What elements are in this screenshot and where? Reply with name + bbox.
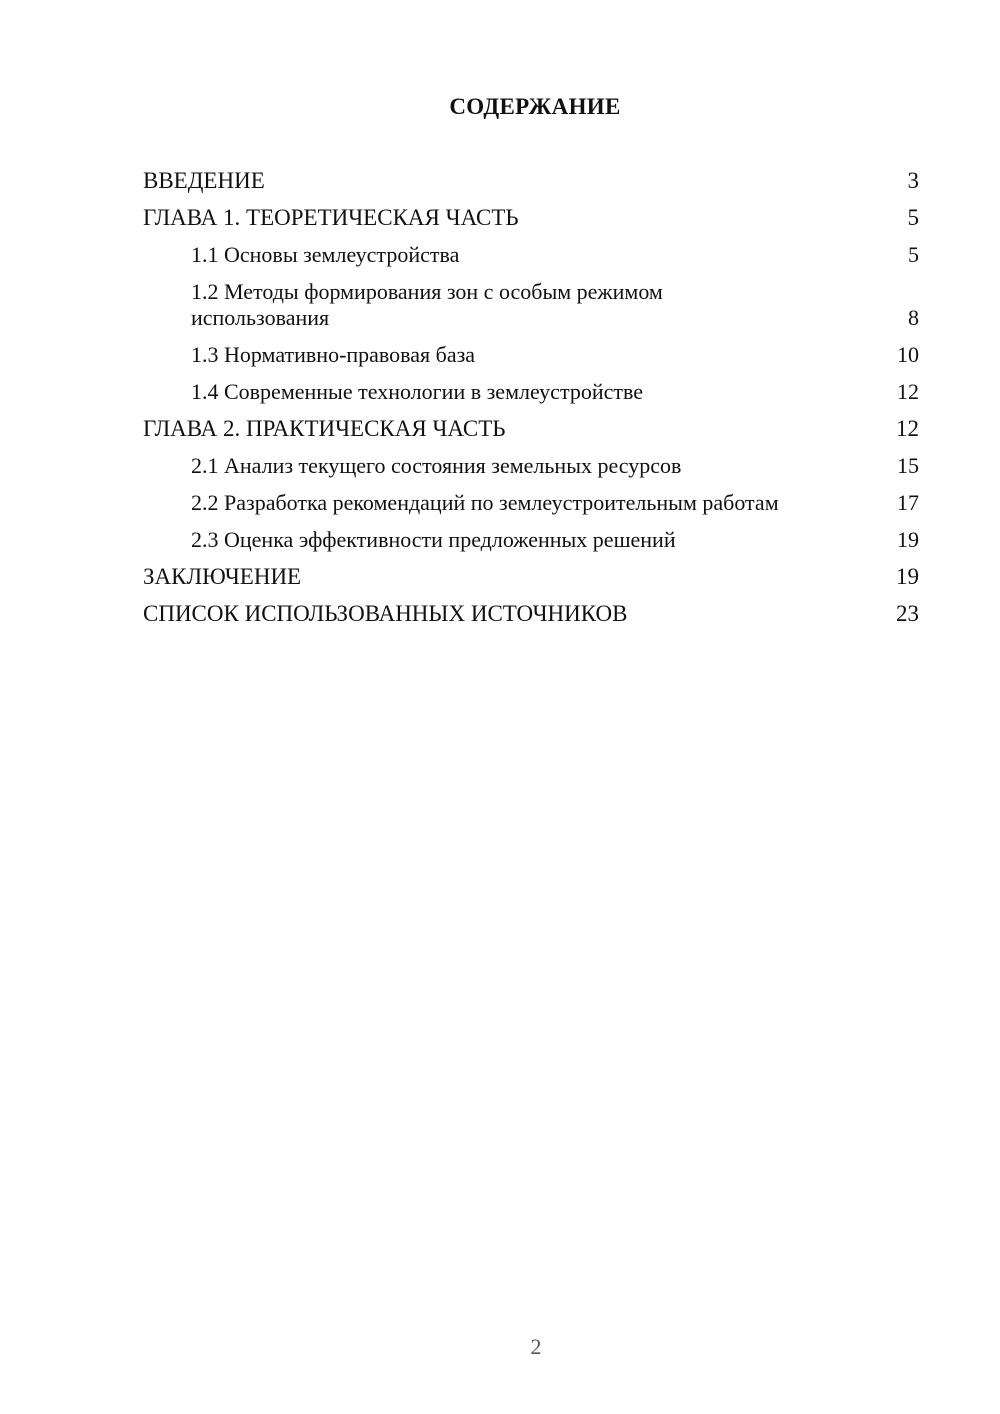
toc-entry-title: 2.1 Анализ текущего состояния земельных ресурсов: [191, 453, 682, 478]
toc-entry-references[interactable]: [143, 601, 919, 638]
toc-entry-page: 19: [897, 527, 919, 552]
toc-entry-chapter-1[interactable]: [143, 205, 919, 242]
toc-entry-title: 1.1 Основы землеустройства: [191, 242, 460, 267]
toc-entry-chapter-2[interactable]: [143, 416, 919, 453]
toc-entry-page: 5: [908, 242, 919, 267]
page-title: СОДЕРЖАНИЕ: [449, 94, 621, 119]
toc-entry-section-2-3[interactable]: [143, 527, 919, 564]
toc-entry-title: 1.3 Нормативно-правовая база: [191, 342, 476, 367]
toc-entry-section-1-4[interactable]: [143, 379, 919, 416]
toc-entry-section-1-3[interactable]: [143, 342, 919, 379]
toc-entry-conclusion[interactable]: [143, 564, 919, 601]
toc-entry-section-1-1[interactable]: [143, 242, 919, 279]
toc-entry-page: 12: [896, 416, 919, 441]
toc-entry-page: 3: [907, 168, 919, 193]
toc-entry-section-2-2[interactable]: [143, 490, 919, 527]
toc-entry-page: 17: [897, 490, 919, 515]
toc-entry-title: 1.2 Методы формирования зон с особым режимом использования: [191, 279, 663, 330]
toc-entry-page: 10: [897, 342, 919, 367]
toc-entry-page: 23: [896, 601, 919, 626]
toc-entry-title: 2.2 Разработка рекомендаций по землеустроительным работам: [191, 490, 779, 515]
toc-entry-introduction[interactable]: [143, 168, 919, 205]
toc-entry-title: 2.3 Оценка эффективности предложенных решений: [191, 527, 676, 552]
toc-entry-title: ВВЕДЕНИЕ: [143, 168, 265, 193]
toc-entry-page: 19: [896, 564, 919, 589]
toc-entry-page: 12: [897, 379, 919, 404]
toc-entry-title: СПИСОК ИСПОЛЬЗОВАННЫХ ИСТОЧНИКОВ: [143, 601, 628, 626]
toc-entry-title: ЗАКЛЮЧЕНИЕ: [143, 564, 302, 589]
page-number: 2: [530, 1334, 542, 1359]
toc-entry-page: 15: [897, 453, 919, 478]
toc-entry-page: 8: [908, 305, 919, 330]
toc-entry-section-1-2[interactable]: [143, 279, 919, 342]
toc-entry-page: 5: [907, 205, 919, 230]
toc-entry-title: ГЛАВА 2. ПРАКТИЧЕСКАЯ ЧАСТЬ: [143, 416, 506, 441]
table-of-contents: [143, 168, 919, 638]
toc-entry-title: ГЛАВА 1. ТЕОРЕТИЧЕСКАЯ ЧАСТЬ: [143, 205, 519, 230]
toc-entry-section-2-1[interactable]: [143, 453, 919, 490]
toc-entry-title: 1.4 Современные технологии в землеустройстве: [191, 379, 644, 404]
